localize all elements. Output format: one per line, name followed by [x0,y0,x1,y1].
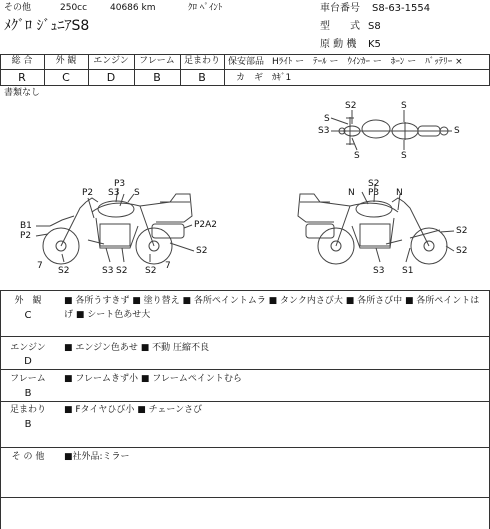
diagram-label: S2 [116,266,128,276]
grade-engine: D [106,71,116,84]
diagram-label: P2 [20,231,32,241]
note-label-exterior: 外 観 [14,296,42,306]
top-view-bike [339,117,450,145]
grade-overall: R [18,71,26,84]
engine-value: K5 [368,39,381,50]
color: ｸﾛ ﾍﾟｲﾝﾄ [188,3,223,13]
type-label: 型 式 [320,21,360,32]
diagram-label: N [348,188,355,198]
grade-header-overall: 総 合 [11,56,33,66]
diagram-label: 7 [165,261,171,271]
diagram-label: S3 [373,266,385,276]
damage-diagram [0,98,490,290]
model-name: ﾒｸﾞﾛ ｼﾞｭﾆｱS8 [4,18,90,34]
note-grade-engine: D [24,356,32,367]
diagram-label: S2 [456,226,468,236]
diagram-label: P3 [114,179,126,189]
diagram-label: S [354,151,360,161]
diagram-label: B1 [20,221,32,231]
left-side-bike [43,194,192,264]
engine-label: 原 動 機 [320,39,357,50]
note-label-engine: エンジン [10,343,46,353]
grade-header-suspension: 足まわり [183,56,220,66]
parts-label: 保安部品 [228,57,265,67]
diagram-label: N [396,188,403,198]
note-text-other: ■社外品:ミラー [64,452,130,462]
diagram-label: P2 [82,188,94,198]
parts-row2: カ ギ ｶｷﾞ1 [236,73,292,83]
grade-header-exterior: 外 観 [55,56,77,66]
frame-no-label: 車台番号 [320,3,360,14]
type-value: S8 [368,21,381,32]
note-grade-frame: B [24,388,32,399]
diagram-label: S [324,114,330,124]
note-label-frame: フレーム [10,374,46,384]
note-text-frame: ■ フレームきず小 ■ フレームペイントむら [64,374,242,384]
note-grade-exterior: C [24,310,32,321]
grade-suspension: B [198,71,206,84]
note-label-suspension: 足まわり [9,405,46,415]
category: その他 [4,3,32,13]
note-text-engine: ■ エンジン色あせ ■ 不動 圧縮不良 [64,343,210,353]
note-text-exterior-line2: げ ■ シート色あせ大 [64,310,151,320]
diagram-label: S3 [318,126,330,136]
mileage: 40686 km [110,3,156,13]
parts-row1: Hﾗｲﾄ ー ﾃｰﾙ ー ｳｲﾝｶｰ ー ﾎｰﾝ ー ﾊﾞｯﾃﾘｰ × [272,57,463,67]
diagram-label: S2 [145,266,157,276]
diagram-label: S2 [456,246,468,256]
displacement: 250cc [60,3,88,13]
diagram-label: P3 [368,188,380,198]
diagram-label: S2 [58,266,70,276]
diagram-label: S [401,101,407,111]
diagram-label: S2 [345,101,357,111]
diagram-label: S [454,126,460,136]
right-side-bike [298,194,447,264]
diagram-label: S3 [102,266,114,276]
note-grade-suspension: B [24,419,32,430]
frame-no: S8-63-1554 [372,3,431,14]
diagram-label: P2A2 [194,220,218,230]
note-text-exterior-line1: ■ 各所うすきず ■ 塗り替え ■ 各所ペイントムラ ■ タンク内さび大 ■ 各所さび中 ■ 各所ペイントは [64,296,480,306]
documents-note: 書類なし [4,88,41,98]
motorcycle-diagram-svg [0,98,490,290]
note-label-other: そ の 他 [11,452,45,462]
diagram-label: S [134,188,140,198]
diagram-label: 7 [37,261,43,271]
grade-header-engine: エンジン [93,56,129,66]
diagram-label: S1 [402,266,414,276]
diagram-label: S3 [108,188,120,198]
diagram-label: S2 [196,246,208,256]
diagram-label: S [401,151,407,161]
grade-frame: B [153,71,161,84]
diagram-label: S2 [368,179,380,189]
grade-header-frame: フレーム [139,56,175,66]
grade-exterior: C [62,71,70,84]
note-text-suspension: ■ Fタイヤひび小 ■ チェーンさび [64,405,203,415]
